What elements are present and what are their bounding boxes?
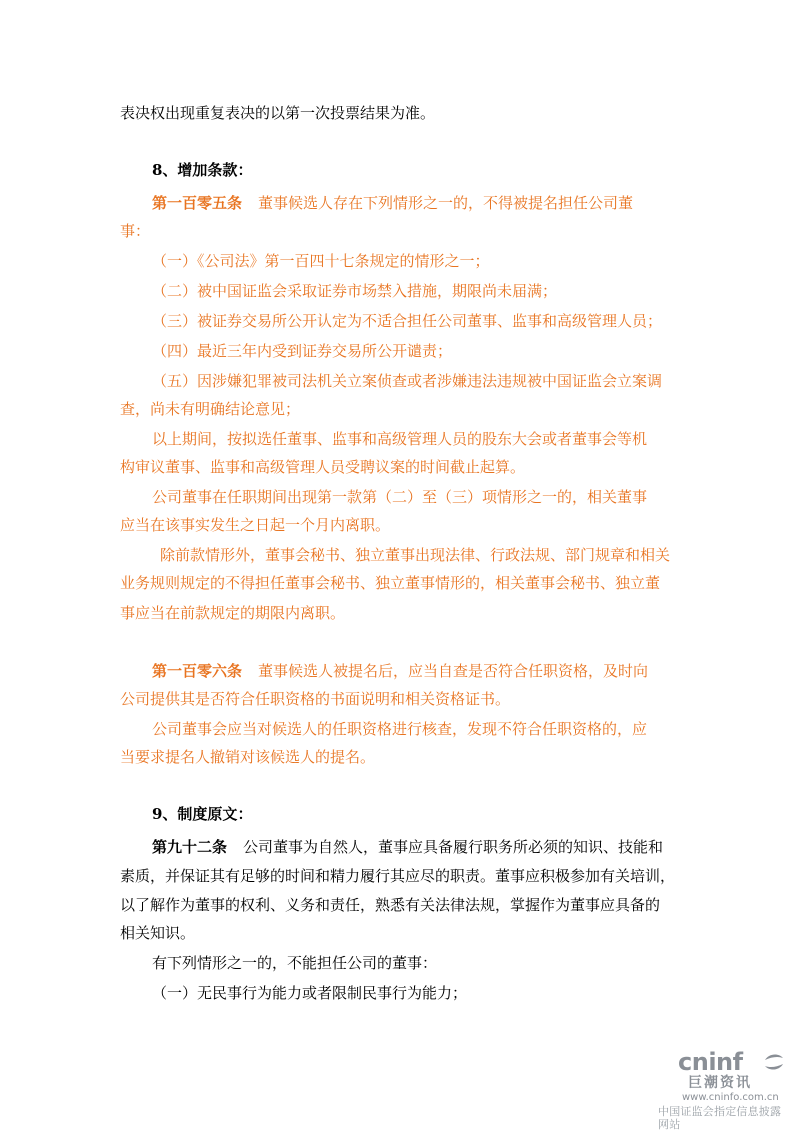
article-number: 第一百零六条 [152,662,243,680]
list-item: （一）无民事行为能力或者限制民事行为能力； [152,984,468,1002]
text-line: 公司董事会应当对候选人的任职资格进行核查，发现不符合任职资格的，应 [152,720,648,738]
text-line: 除前款情形外，董事会秘书、独立董事出现法律、行政法规、部门规章和相关 [160,546,671,564]
text-line: 素质，并保证其有足够的时间和精力履行其应尽的职责。董事应积极参加有关培训， [120,867,676,885]
list-item: （五）因涉嫌犯罪被司法机关立案侦查或者涉嫌违法违规被中国证监会立案调 [152,372,663,390]
text-line: 当要求提名人撤销对该候选人的提名。 [120,748,376,766]
logo-chinese-name: 巨潮资讯 [688,1075,752,1091]
article-105-line: 第一百零五条 董事候选人存在下列情形之一的，不得被提名担任公司董 [152,194,634,212]
article-number: 第一百零五条 [152,194,243,212]
text-line: 应当在该事实发生之日起一个月内离职。 [120,516,391,534]
list-item: （四）最近三年内受到证券交易所公开谴责； [152,342,453,360]
section-heading: 9、制度原文： [152,805,253,823]
article-number: 第九十二条 [152,838,228,856]
text-line: 查，尚未有明确结论意见； [120,400,301,418]
cninfo-logo [650,1048,790,1131]
text-line: 构审议董事、监事和高级管理人员受聘议案的时间截止起算。 [120,458,526,476]
list-item: （一）《公司法》第一百四十七条规定的情形之一； [152,252,490,270]
text-line: 公司董事在任职期间出现第一款第（二）至（三）项情形之一的，相关董事 [152,488,648,506]
logo-tagline: 中国证监会指定信息披露网站 [658,1105,782,1131]
article-106-line: 第一百零六条 董事候选人被提名后，应当自查是否符合任职资格，及时向 [152,662,649,680]
logo-url: www.cninfo.com.cn [682,1092,779,1103]
list-item: （二）被中国证监会采取证券市场禁入措施，期限尚未届满； [152,282,558,300]
logo-brand: cninf [678,1048,743,1076]
text-line: 相关知识。 [120,924,196,942]
text-line: 有下列情形之一的，不能担任公司的董事： [152,954,438,972]
text-line: 以了解作为董事的权利、义务和责任，熟悉有关法律法规，掌握作为董事应具备的 [120,896,661,914]
article-92-line: 第九十二条 公司董事为自然人，董事应具备履行职务所必须的知识、技能和 [152,838,664,856]
section-heading: 8、增加条款： [152,161,253,179]
text-line: 事： [120,222,151,240]
text-line: 公司提供其是否符合任职资格的书面说明和相关资格证书。 [120,690,511,708]
list-item: （三）被证券交易所公开认定为不适合担任公司董事、监事和高级管理人员； [152,312,663,330]
text-line: 业务规则规定的不得担任董事会秘书、独立董事情形的，相关董事会秘书、独立董 [120,574,661,592]
text-line: 表决权出现重复表决的以第一次投票结果为准。 [120,104,436,122]
text-line: 以上期间，按拟选任董事、监事和高级管理人员的股东大会或者董事会等机 [152,430,648,448]
logo-swirl-icon [762,1052,786,1072]
text-line: 事应当在前款规定的期限内离职。 [120,604,346,622]
